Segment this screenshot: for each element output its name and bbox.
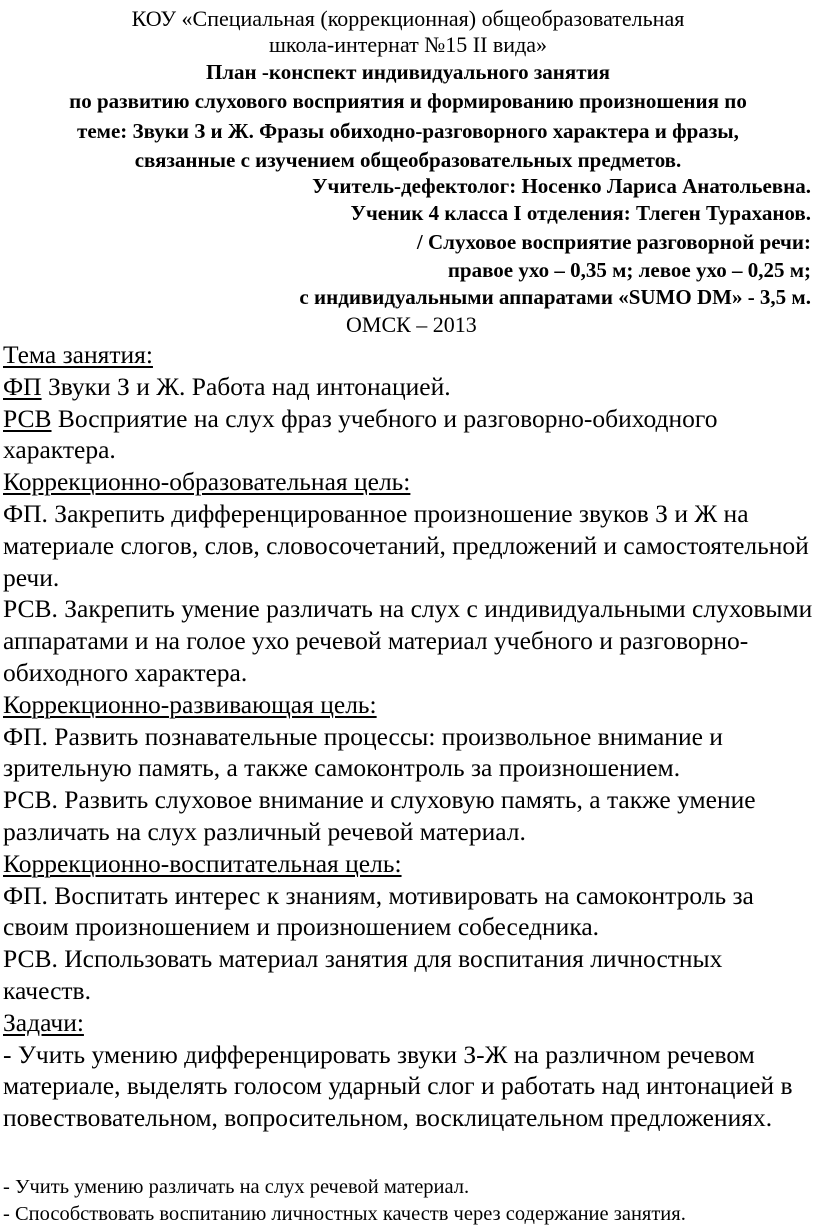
dev-goal-heading: Коррекционно-развивающая цель: <box>3 689 377 719</box>
school-name-line-1: КОУ «Специальная (коррекционная) общеобразовательная <box>131 6 685 31</box>
dev-goal-rsv: РСВ. Развить слуховое внимание и слуховую память, а также умение различать на слух различный речевой материал. <box>3 785 756 846</box>
fp-label: ФП <box>3 371 42 401</box>
teacher-line: Учитель-дефектолог: Носенко Лариса Анатольевна. <box>312 174 811 198</box>
dev-goal-fp: ФП. Развить познавательные процессы: произвольное внимание и зрительную память, а также самоконтроль за произношением. <box>3 721 723 783</box>
topic-heading: Тема занятия: <box>3 340 153 369</box>
plan-title: План -конспект индивидуального занятия <box>205 60 611 84</box>
rsv-topic-paragraph <box>3 403 815 467</box>
lesson-body <box>3 339 815 1134</box>
fp-topic-paragraph <box>3 371 815 403</box>
edu-goal-rsv: РСВ. Закрепить умение различать на слух с индивидуальными слуховыми аппаратами и на голое ухо речевой материал учебного и разговорно-обиходного характера. <box>3 594 813 687</box>
edu-goal-heading: Коррекционно-образовательная цель: <box>3 467 411 497</box>
topic-line-1: по развитию слухового восприятия и формированию произношения по <box>69 89 747 113</box>
hearing-aids-line: с индивидуальными аппаратами «SUMO DM» - 3,5 м. <box>299 285 811 309</box>
task-item-1: - Учить умению дифференцировать звуки З-Ж на различном речевом материале, выделять голосом ударный слог и работать над интонацией в повествовательном, вопросительном, восклицательном предложениях. <box>3 1039 793 1133</box>
task-item-2: - Учить умению различать на слух речевой материал. <box>3 1176 470 1198</box>
topic-line-2: теме: Звуки З и Ж. Фразы обиходно-разговорного характера и фразы, <box>77 119 739 143</box>
hearing-title-line: / Слуховое восприятие разговорной речи: <box>416 230 811 254</box>
edu-goal-fp: ФП. Закрепить дифференцированное произношение звуков З и Ж на материале слогов, слов, словосочетаний, предложений и самостоятельной речи. <box>3 498 809 592</box>
hearing-ears-line: правое ухо – 0,35 м; левое ухо – 0,25 м; <box>447 258 811 282</box>
rsv-topic-text: Восприятие на слух фраз учебного и разговорно-обиходного характера. <box>3 403 718 465</box>
tasks-heading: Задачи: <box>3 1007 84 1037</box>
city-year: ОМСК – 2013 <box>346 312 477 337</box>
fp-topic-text: Звуки З и Ж. Работа над интонацией. <box>41 371 451 401</box>
rsv-label: РСВ <box>3 403 52 433</box>
student-line: Ученик 4 класса I отделения: Тлеген Тураханов. <box>350 201 811 225</box>
task-item-3: - Способствовать воспитанию личностных качеств через содержание занятия. <box>3 1203 686 1225</box>
vos-goal-heading: Коррекционно-воспитательная цель: <box>3 848 402 878</box>
school-name-line-2: школа-интернат №15 II вида» <box>268 32 548 57</box>
topic-line-3: связанные с изучением общеобразовательных предметов. <box>134 148 682 172</box>
vos-goal-rsv: РСВ. Использовать материал занятия для воспитания личностных качеств. <box>3 944 723 1005</box>
vos-goal-fp: ФП. Воспитать интерес к знаниям, мотивировать на самоконтроль за своим произношением и произношением собеседника. <box>3 880 754 942</box>
